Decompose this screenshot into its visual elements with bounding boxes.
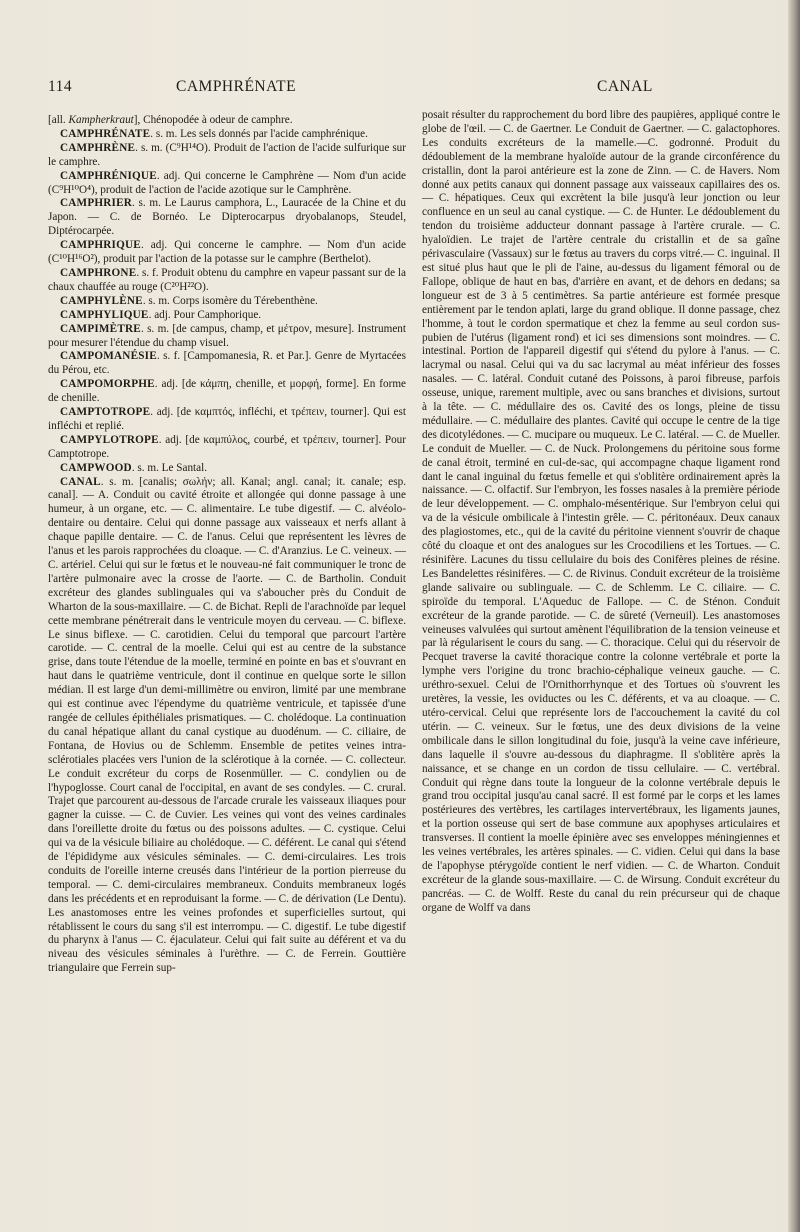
entry-headword: CAMPHRIQUE <box>60 239 141 252</box>
entry-text: . s. f. [Campomanesia, R. et Par.]. Genre de Myrtacées du Pérou, etc. <box>48 350 406 377</box>
entry-headword: CAMPTOTROPE <box>60 406 151 419</box>
entry-text: . adj. Qui concerne le Camphrène — Nom d'un acide (C⁹H¹⁰O⁴), produit de l'action de l'acide azotique sur le Camphrène. <box>48 169 406 196</box>
entry-text: . adj. Qui concerne le camphre. — Nom d'un acide (C¹⁰H¹⁶O²), produit par l'action de la potasse sur le camphre (Berthelot). <box>48 239 406 266</box>
entry-headword: CAMPHYLIQUE <box>60 308 149 321</box>
entry-text: . adj. [de κάμπη, chenille, et μορφή, forme]. En forme de chenille. <box>48 378 406 405</box>
dictionary-entry <box>48 114 406 128</box>
entry-headword: CAMPIMÈTRE <box>60 322 141 335</box>
dictionary-entry <box>48 267 406 295</box>
entry-headword: CAMPHYLÈNE <box>60 294 143 307</box>
entry-text: ], Chénopodée à odeur de camphre. <box>133 114 293 126</box>
entry-prefix: [all. <box>48 114 69 126</box>
entry-text: . s. m. [de campus, champ, et μέτρον, mesure]. Instrument pour mesurer l'étendue du champ visuel. <box>48 322 406 349</box>
entry-headword: CAMPHRONE <box>60 266 137 279</box>
entry-headword: CAMPHRIER <box>60 197 133 210</box>
header-left-title: CAMPHRÉNATE <box>176 78 297 95</box>
entry-text: . adj. Pour Camphorique. <box>148 308 262 321</box>
dictionary-entry <box>48 462 406 476</box>
entry-headword: CAMPYLOTROPE <box>60 433 159 446</box>
entry-headword: CAMPOMORPHE <box>60 378 155 391</box>
entry-text: . adj. [de καμπτός, infléchi, et τρέπειν, tourner]. Qui est infléchi et replié. <box>48 406 406 432</box>
right-column <box>422 109 780 916</box>
entry-headword: CAMPHRÉNATE <box>60 127 151 140</box>
dictionary-entry <box>48 378 406 406</box>
entry-text: . s. m. Le Santal. <box>131 461 208 474</box>
page-number: 114 <box>48 78 73 95</box>
entry-headword: CAMPWOOD <box>60 461 132 474</box>
entry-text: . s. m. [canalis; σωλήν; all. Kanal; angl. canal; it. canale; esp. canal]. — A. Conduit ou cavité étroite et allongée qui donne passage à une humeur, à un organe, etc. — C. alimentaire. Le tube digestif. — C. alvéolo-dentaire ou dentaire. Celui qui donne passage aux vaisseaux et nerfs allant à chaque papille dentaire. — C. de l'anus. Celui que représentent les lèvres de l'anus et les parois rapprochées du cloaque. — C. d'Aranzius. Le C. veineux. — C. artériel. Celui qui sur le fœtus et le nouveau-né fait communiquer le tronc de l'artère pulmonaire avec la crosse de l'aorte. — C. de Bartholin. Conduit excréteur des glandes sublinguales qui va s'aboucher près du Conduit de Wharton de la sous-maxillaire. — C. de Bichat. Repli de l'arachnoïde par lequel cette membrane pénétrerait dans le ventricule moyen du cerveau. — C. biflexe. Le sinus biflexe. — C. carotidien. Celui du temporal que parcourt l'artère carotide. — C. central de la moelle. Celui qui est au centre de la substance grise, dans toute l'étendue de la moelle, terminé en pointe en bas et s'ouvrant en haut dans le quatrième ventricule, dont il continue en quelque sorte le sillon médian. Il est large d'un demi-millimètre ou environ, limité par une membrane qui est continue avec l'épendyme du quatrième ventricule, et tapissée d'une rangée de cellules épithéliales prismatiques. — C. cholédoque. La continuation du canal hépatique allant du canal cystique au duodénum. — C. ciliaire, de Fontana, de Hovius ou de Schlemm. Ensemble de petites veines intra-sclérotiales placées vers l'union de la sclérotique à la cornée. — C. collecteur. Le conduit excréteur du corps de Rosenmüller. — C. condylien ou de l'hypoglosse. Court canal de l'occipital, en avant de ses condyles. — C. crural. Trajet que parcourent au-dessous de l'arcade crurale les vaisseaux iliaques pour gagner la cuisse. — C. de Cuvier. Les veines qui vont des veines cardinales dans l'oreillette droite du fœtus ou des poissons adultes. — C. cystique. Celui qui va de la vésicule biliaire au cholédoque. — C. déférent. Le canal qui s'étend de l'épididyme aux vésicules séminales. — C. demi-circulaires. Les trois conduits de l'oreille interne creusés dans l'intérieur de la portion pierreuse du temporal. — C. demi-circulaires membraneux. Conduits membraneux logés dans les précédents et en reproduisant la forme. — C. de dérivation (Le Dentu). Les anastomoses entre les veines profondes et superficielles surtout, qui rétablissent le cours du sang s'il est interrompu. — C. digestif. Le tube digestif du pharynx à l'anus — C. éjaculateur. Celui qui fait suite au déférent et va du niveau des vésicules séminales à l'urèthre. — C. de Ferrein. Gouttière triangulaire que Ferrein sup- <box>48 475 406 975</box>
dictionary-entry <box>48 239 406 267</box>
dictionary-entry <box>48 170 406 198</box>
entry-headword: CANAL <box>60 475 101 488</box>
dictionary-entry <box>48 323 406 351</box>
entry-text: . adj. [de καμπύλος, courbé, et τρέπειν, tourner]. Pour Camptotrope. <box>48 433 406 460</box>
header-right-title: CANAL <box>597 78 653 95</box>
entry-headword: CAMPOMANÉSIE <box>60 350 157 363</box>
entry-text: . s. f. Produit obtenu du camphre en vapeur passant sur de la chaux chauffée au rouge (C²⁰H²²O). <box>48 266 406 293</box>
dictionary-entry <box>48 197 406 239</box>
running-header <box>48 78 782 102</box>
left-column <box>48 114 406 976</box>
dictionary-entry <box>48 295 406 309</box>
entry-headword: CAMPHRÉNIQUE <box>60 169 157 182</box>
dictionary-entry <box>48 142 406 170</box>
entry-italic: Kampherkraut <box>68 114 134 126</box>
dictionary-entry <box>48 406 406 434</box>
entry-text: . s. m. (C⁹H¹⁴O). Produit de l'action de l'acide sulfurique sur le camphre. <box>48 141 406 168</box>
dictionary-entry <box>48 476 406 977</box>
dictionary-entry <box>48 434 406 462</box>
dictionary-entry <box>48 350 406 378</box>
entry-text: posait résulter du rapprochement du bord libre des paupières, appliqué contre le globe de l'œil. — C. de Gaertner. Le Conduit de Gaertner. — C. galactophores. Les conduits excréteurs de la mamelle.—C. godronné. Produit du dédoublement de la membrane hyaloïde autour de la grande circonférence du cristallin, dont la paroi antérieure est la zone de Zinn. — C. de Havers. Nom donné aux petits canaux qui donnent passage aux vaisseaux capillaires des os. — C. hépatiques. Ceux qui excrètent la bile jusqu'à leur jonction ou leur confluence en un seul au canal cystique. — C. de Hunter. Le dédoublement du tendon du troisième adducteur donnant passage à l'artère crurale. — C. hyaloïdien. Le trajet de l'artère centrale du cristallin et de sa gaîne périvasculaire (Vassaux) sur le fœtus au travers du corps vitré.— C. inguinal. Il est situé plus haut que le pli de l'aine, au-dessus du ligament fémoral ou de Fallope, oblique de haut en bas, d'arrière en avant, et de dehors en dedans; sa longueur est de 3 à 5 centimètres. Sa partie antérieure est formée presque entièrement par le tendon aplati, large du grand oblique. Il donne passage, chez l'homme, à tout le cordon spermatique et chez la femme au seul cordon sus-pubien de l'utérus (ligament rond) et ici ses dimensions sont moindres. — C. intestinal. Portion de l'appareil digestif qui s'étend du pylore à l'anus. — C. lacrymal ou nasal. Celui qui va du sac lacrymal au méat inférieur des fosses nasales. — C. latéral. Conduit cutané des Poissons, à paroi fibreuse, parfois osseuse, unique, rarement multiple, avec ou sans branches et divisions, surtout à la tête. — C. médullaire des os. Cavité des os longs, pleine de tissu médullaire. — C. médullaire des plantes. Cavité qui occupe le centre de la tige des dicotylédones. — C. mucipare ou muqueux. Le C. latéral. — C. de Mueller. Le conduit de Mueller. — C. de Nuck. Prolongemens du péritoine sous forme de canal étroit, terminé en cul-de-sac, qui accompagne chaque ligament rond dant le canal inguinal du fœtus femelle et qui s'oblitère ordinairement après la naissance. — C. olfactif. Sur l'embryon, les fosses nasales à la première période de leur développement. — C. omphalo-mésentérique. Sur l'embryon celui qui va de la vésicule ombilicale à l'intestin grêle. — C. péritonéaux. Deux canaux des plagiostomes, etc., qui de la cavité du péritoine viennent s'ouvrir de chaque côté du cloaque et ont des analogues sur les Crocodiliens et les Tortues. — C. résinifère. Lacunes du tissu cellulaire du bois des Conifères pleines de résine. Les Bandelettes résinifères. — C. de Rivinus. Conduit excréteur de la troisième glande salivaire ou sublinguale. — C. de Schlemm. Le C. ciliaire. — C. spiroïde du temporal. L'Aqueduc de Fallope. — C. de Sténon. Conduit excréteur de la grande parotide. — C. de sûreté (Verneuil). Les anastomoses veineuses valvulées qui surtout amènent l'équilibration de la tension veineuse et par là régularisent le cours du sang. — C. thoracique. Celui qui du réservoir de Pecquet traverse la cavité thoracique contre la colonne vertébrale et porte la lymphe vers l'origine du tronc brachio-céphalique veineux gauche. — C. uréthro-sexuel. Celui de l'Ornithorrhynque et des Tortues où s'ouvrent les uretères, la vessie, les oviductes ou les C. déférents, et va au cloaque. — C. utéro-cervical. Celui que représente lors de l'accouchement la cavité du col utérin. — C. veineux. Sur le fœtus, une des deux divisions de la veine ombilicale dans le sillon longitudinal du foie, jusqu'à la veine cave inférieure, dans laquelle il s'ouvre au-dessous du diaphragme. Il s'oblitère après la naissance, et se change en un cordon de tissu cellulaire. — C. vertébral. Conduit qui règne dans toute la longueur de la colonne vertébrale depuis le grand trou occipital jusqu'au canal sacré. Il est formé par le corps et les lames postérieures des vertèbres, les cartilages intervertébraux, les ligaments jaunes, et la portion osseuse qui sert de base commune aux apophyses articulaires et transverses. Il contient la moelle épinière avec ses enveloppes méningiennes et les veines vertébrales, les artères spinales. — C. vidien. Celui qui dans la base de l'apophyse ptérygoïde contient le nerf vidien. — C. de Wharton. Conduit excréteur de la glande sous-maxillaire. — C. de Wirsung. Conduit excréteur du pancréas. — C. de Wolff. Reste du canal du rein précurseur qui de chaque organe de Wolff va dans <box>422 109 780 914</box>
dictionary-entry <box>48 128 406 142</box>
dictionary-entry <box>422 109 780 916</box>
entry-text: . s. m. Le Laurus camphora, L., Lauracée de la Chine et du Japon. — C. de Bornéo. Le Dipterocarpus dryobalanops, Steudel, Diptérocarpée. <box>48 197 406 238</box>
page-edge <box>788 0 800 1232</box>
dictionary-entry <box>48 309 406 323</box>
entry-text: . s. m. Corps isomère du Térebenthène. <box>142 294 318 307</box>
entry-headword: CAMPHRÈNE <box>60 141 136 154</box>
entry-text: . s. m. Les sels donnés par l'acide camphrénique. <box>150 127 368 140</box>
